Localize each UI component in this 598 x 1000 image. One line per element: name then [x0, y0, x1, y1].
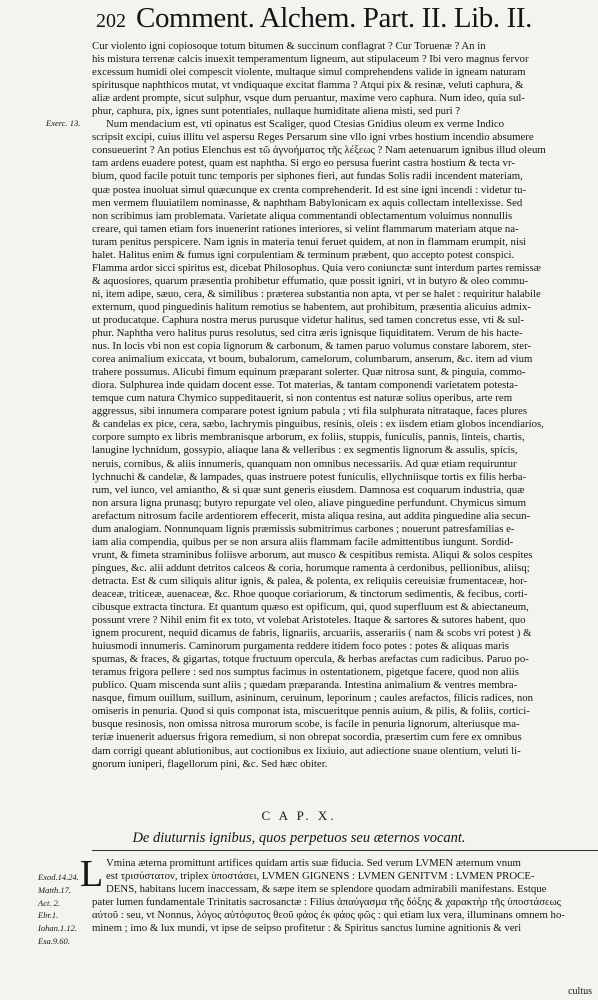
text-line: corpore sumpto ex libris membranisque arborum, ex foliis, stuppis, funiculis, pannis, linteis, chartis,	[92, 431, 525, 444]
chapter-text-line: αὐτοῦ : seu, vt Nonnus, λόγος αὐτόφυτος θεοῦ φάος ἐκ φάος φῶς : qui etiam lux vera, illuminans omnem ho-	[92, 909, 565, 922]
text-line: Num mendacium est, vti opinatus est Scaliger, quod Ctesias Gnidius oleum ex verme Indico	[106, 118, 505, 131]
text-line: possunt vrere ? Nihil enim fit ex toto, vt volebat Aristoteles. Itaque & sartores & sutores habent, quo	[92, 614, 526, 627]
text-line: gnorum iuniperi, flagellorum pini, &c. Sed hæc obiter.	[92, 757, 328, 770]
text-line: Flamma ardor sicci spiritus est, dicebat Philosophus. Quia vero coniunctæ sunt interdum partes remissæ	[92, 261, 541, 274]
chapter-text-line: DENS, habitans lucem inaccessam, & sæpe item se splendore quodam admirabili manifestans. Estque	[106, 883, 547, 896]
text-line: externum, quod pinguedinis halitum remotius se habentem, aut prohibitum, præsentia alicuius admix-	[92, 300, 531, 313]
text-line: tam ardens euadere potest, quam est naphtha. Si ergo eo persusa fuerint castra hostium & tecta vr-	[92, 157, 515, 170]
margin-note: Act. 2.	[38, 897, 60, 908]
text-line: ignem procurent, nequid dicamus de fabris, lignariis, arcuariis, asserariis ( nam & scobs vri potest ) &	[92, 627, 532, 640]
text-line: pingues, &c. alii addunt detritos calceos & coria, horumque ramenta à cerdonibus, pellionibus, aliisq;	[92, 561, 530, 574]
text-line: lanugine lychnidum, gossypio, aliaque lana & velleribus : ex segmentis lignorum & assulis, spicis,	[92, 444, 518, 457]
text-line: men vermem fluuiatilem nominasse, & naphtham Babylonicam ex aquis collectam intellexisse. Sed	[92, 196, 523, 209]
text-line: turam penitus perspicere. Nam ignis in materia tenui feruet quidem, at non in flammam erumpit, nisi	[92, 235, 527, 248]
margin-note: Esa.9.60.	[38, 935, 70, 946]
margin-note: Iohan.1.12.	[38, 923, 77, 934]
text-line: dum analogiam. Nonnunquam lignis præmissis submitrimus carbones ; nouerunt patresfamilias e-	[92, 522, 515, 535]
text-line: phur, caphura, pix, ignes sunt potentiales, nullaque humiditate aliena misti, sed puri ?	[92, 105, 461, 118]
text-line: iam alia compendia, quibus per se non arsura aliis flammam facile admittentibus iungunt. Sordid-	[92, 535, 514, 548]
text-line: & aquosiores, quarum præsentia prohibetur effumatio, quæ possit igniri, vt in butyro & oleo commu-	[92, 274, 529, 287]
text-line: trahere possumus. Alicubi fimum equinum præparant solerter. Quæ nitrosa sunt, & pinguia, commo-	[92, 366, 526, 379]
chapter-margin-notes	[38, 871, 79, 948]
text-line: neruis, cornibus, & aliis innumeris, quanquam non omnibus necessariis. Ad quæ etiam requiruntur	[92, 457, 517, 470]
text-line: spiritusque naphthicos mutat, vt vndiquaque excitat flamma ? Atqui pix & resinæ, veluti caphura, &	[92, 79, 524, 92]
text-line: his mistura terrenæ calcis inuexit temperamentum ligneum, aut stipulaceum ? Ibi vero magnus fervor	[92, 53, 529, 66]
text-line: Cur violento igni copiosoque totum bitumen & succinum conflagrat ? Cur Toruenæ ? An in	[92, 40, 486, 52]
text-line: ut producatque. Caphura nostra merus purusque videtur halitus, sed tamen concretus esse, vti & sul-	[92, 313, 525, 326]
text-line: aliæ ardent prompte, sicut sulphur, vsque dum peruantur, maxime vero caphura. Num ideo, quia sul-	[92, 92, 526, 105]
text-line: halet. Halitus enim & fumus igni corpulentiam & terminum præbent, quo accepto potest conspici.	[92, 248, 515, 261]
chapter-title: De diuturnis ignibus, quos perpetuos seu æternos vocant.	[132, 830, 466, 846]
chapter-text-line: est τρισύστατον, triplex ὑποστάσει, LVMEN GIGNENS : LVMEN GENITVM : LVMEN PROCE-	[106, 870, 535, 883]
text-line: non arsura ligna prunasq; butyro repurgate vel oleo, aliave pinguedine perfundunt. Chymicus simum	[92, 496, 526, 509]
text-line: vrunt, & fimeta straminibus foliisve arborum, aut musco & cespitibus remista. Aliqui & solos cespites	[92, 548, 533, 561]
text-line: ni, item adipe, sæuo, cera, & similibus : præterea substantia non apta, vt per se halet : requiritur halabile	[92, 287, 541, 300]
text-line: lychnuchi & candelæ, & lampades, quas instruere potest funiculis, ellychniisque tortis ex filis herba-	[92, 470, 527, 483]
text-line: busque resinosis, non omissa nitrosa murorum scobe, is facile in penuria lignorum, alteriusque ma-	[92, 718, 520, 731]
drop-cap: L	[80, 853, 104, 895]
text-line: diora. Sulphurea inde quidam docent esse. Tot materias, & tantam componendi varietatem potesta-	[92, 379, 518, 392]
text-line: deaceæ, triticeæ, auenaceæ, &c. Rhoe quoque coriariorum, & tinctorum sedimentis, & fecibus, corti-	[92, 587, 528, 600]
running-head: Comment. Alchem. Part. II. Lib. II.	[136, 2, 532, 34]
chapter-text-line: minem ; imo & lux mundi, vt ipse de seipso profitetur : & Spiritus sanctus lumine agnitionis & veri	[92, 922, 522, 935]
text-line: rum, vel iunco, vel amiantho, & si quæ sunt generis eiusdem. Damnosa est coquarum industria, quæ	[92, 483, 525, 496]
chapter-rule	[92, 850, 598, 851]
catchword: cultus	[568, 986, 592, 997]
text-line: bium, quod facile potuit tunc temporis per siphones fieri, aut fundas Solis radii incendent materiam,	[92, 170, 523, 183]
text-line: teramus frigora pellere : sed nos sumptus facimus in ostentationem, pigetque facere, quod non aliis	[92, 666, 519, 679]
text-line: spumas, & fraces, & gigartas, totque fructuum opercula, & herbas arefactas cum radicibus. Paruo po-	[92, 653, 529, 666]
text-line: non scribimus iam problemata. Varietate aliqua commentandi oblectamentum voluimus nonnullis	[92, 209, 513, 222]
text-line: temque cum natura Chymico suppeditauerit, si non contentus est naturæ solius operibus, arte rem	[92, 392, 513, 405]
text-line: detracta. Est & cum siliquis alitur ignis, & palea, & polenta, ex reliquiis cereuisiæ frumentaceæ, hor-	[92, 574, 528, 587]
text-line: corea animalium exiccata, vt boum, bubalorum, camelorum, columbarum, anserum, &c. item ad vium	[92, 353, 533, 366]
text-line: dam corrigi queant ablutionibus, aut coctionibus ex lixiuio, aut adiectione suaue olentium, veluti li-	[92, 744, 521, 757]
main-text	[92, 40, 598, 771]
page-header	[96, 2, 596, 36]
text-line: huiusmodi innumeris. Caminorum purgamenta reddere itidem foco potes : potes & aliquas maris	[92, 640, 509, 653]
text-line: cibusque extracta tinctura. Et quantum quæso est opificum, qui, quod superfluum est & abiectaneum,	[92, 601, 529, 614]
text-line: scripsit excipi, cuius illitu vel aspersu Reges Persarum sine vllo igni vrbes hostium incendio absumere	[92, 131, 534, 144]
chapter-text-line: Vmina æterna promittunt artifices quidam artis suæ fiducia. Sed verum LVMEN æternum vnum	[106, 857, 521, 869]
text-line: creare, qui tamen etiam fors inuenerint rationes interiores, si velint flammarum materiam atque na-	[92, 222, 519, 235]
text-line: publico. Quam miscenda sunt aliis ; quædam præparanda. Intestina animalium & ventres membra-	[92, 679, 518, 692]
margin-note: Exod.14.24.	[38, 872, 79, 882]
text-line: phur. Naphtha vero halitus purus resolutus, sed citra æris ignisque liquiditatem. Verum de his hacte-	[92, 327, 523, 340]
text-line: quæ postea inuoluat simul quæcunque ex crenta comprehenderit. Id est sine igni incendi : videtur tu-	[92, 183, 527, 196]
margin-note-exerc: Exerc. 13.	[46, 118, 81, 128]
margin-note: Ebr.1.	[38, 910, 59, 921]
text-line: aggressus, sibi innumera comparare potest ignium pabula ; vti fila sulphurata nitrataque, faces plures	[92, 405, 528, 418]
text-line: arefactum nitrosum facile ardentiorem effecerit, mista aliqua resina, aut addita pinguedine alia secun-	[92, 509, 531, 522]
text-line: consueuerint ? An potius Elenchus est τῶ ἀγνοήματος τῆς λέξεως ? Nam aetenuarum ignibus illud oleum	[92, 144, 546, 157]
text-line: omiseris in penuria. Quod si quis componat ista, miscueritque pennis auium, & pilis, & foliis, cortici-	[92, 705, 530, 718]
chapter-label: C A P. X.	[261, 808, 337, 823]
page-number: 202	[96, 10, 126, 32]
text-line: nasque, fimum ouillum, suillum, asininum, ceruinum, leporinum ; caules arefactos, filicis radices, non	[92, 692, 534, 705]
chapter-text-line: pater lumen fundamentale Trinitatis sacrosanctæ : Filius ἀπαύγασμα τῆς δόξης & χαρακτὴρ τῆς ὑποστάσεως	[92, 896, 561, 909]
text-line: teriæ inuenerit aduersus frigora remedium, si non obrepat socordia, præsertim cum fere ex omnibus	[92, 731, 522, 744]
text-line: & candelas ex pice, cera, sæbo, lachrymis pinguibus, resinis, oleis : ex iisdem etiam globos incendiarios,	[92, 418, 544, 431]
text-line: nus. In locis vbi non est copia lignorum & carbonum, & tamen paruo volumus constare laborem, ster-	[92, 340, 532, 353]
text-line: excessum humidi olei compescit violente, multaque simul comprehendens valide in igneam naturam	[92, 66, 526, 79]
margin-note: Matth.17.	[38, 884, 72, 895]
chapter-text	[92, 857, 598, 935]
